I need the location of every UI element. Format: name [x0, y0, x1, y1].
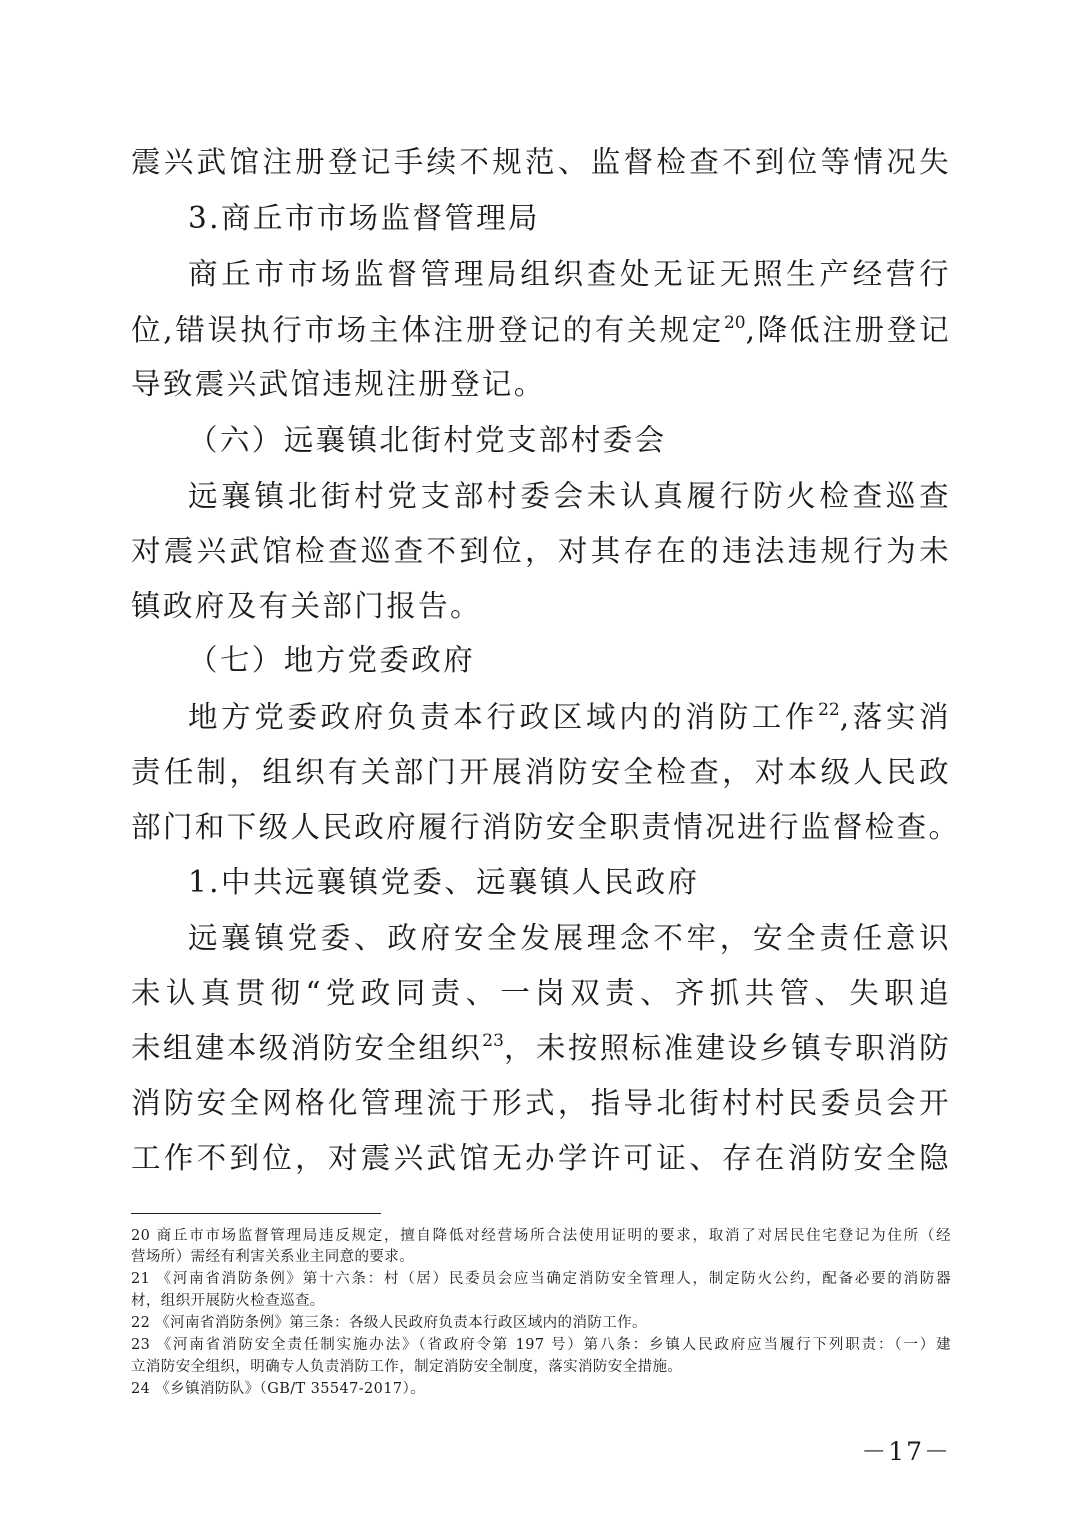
text-run: 未组建本级消防安全组织: [131, 1031, 483, 1065]
footnote-22: 22 《河南省消防条例》第三条：各级人民政府负责本行政区域内的消防工作。: [131, 1315, 647, 1331]
body-line: [131, 310, 951, 350]
body-line: 对震兴武馆检查巡查不到位，对其存在的违法违规行为未: [131, 534, 951, 568]
footnote-20-cont: 营场所）需经有利害关系业主同意的要求。: [131, 1249, 415, 1265]
body-line: [188, 697, 951, 737]
body-line: 导致震兴武馆违规注册登记。: [131, 367, 546, 401]
section-heading: 1.中共远襄镇党委、远襄镇人民政府: [188, 865, 700, 899]
footnote-21: 21 《河南省消防条例》第十六条：村（居）民委员会应当确定消防安全管理人，制定防火公约，配备必要的消防器: [131, 1271, 951, 1287]
body-line: 部门和下级人民政府履行消防安全职责情况进行监督检查。: [131, 810, 961, 844]
text-run: ,落实消: [839, 700, 951, 734]
text-run: 远襄镇北街村党支部村委会未认真履行防火检查巡查: [188, 479, 951, 513]
body-line: 商丘市市场监督管理局组织查处无证无照生产经营行: [188, 257, 951, 291]
body-line: [188, 476, 951, 516]
text-run: 地方党委政府负责本行政区域内的消防工作: [188, 700, 819, 734]
footnote-24: 24 《乡镇消防队》（GB/T 35547-2017）。: [131, 1381, 426, 1397]
section-heading: （七）地方党委政府: [188, 643, 476, 677]
footnote-separator: [131, 1213, 381, 1214]
section-heading: 3.商丘市市场监督管理局: [188, 201, 540, 235]
body-line: 震兴武馆注册登记手续不规范、监督检查不到位等情况失: [131, 145, 951, 179]
body-line: 未认真贯彻“党政同责、一岗双责、齐抓共管、失职追: [131, 976, 951, 1010]
footnote-23-cont: 立消防安全组织，明确专人负责消防工作，制定消防安全制度，落实消防安全措施。: [131, 1359, 683, 1375]
body-line: 责任制，组织有关部门开展消防安全检查，对本级人民政: [131, 755, 951, 789]
body-line: 工作不到位，对震兴武馆无办学许可证、存在消防安全隐: [131, 1141, 951, 1175]
text-run: ,降低注册登记: [745, 313, 951, 347]
text-run: 位,错误执行市场主体注册登记的有关规定: [131, 313, 724, 347]
page-number: －17－: [861, 1437, 951, 1466]
footnote-20: 20 商丘市市场监督管理局违反规定，擅自降低对经营场所合法使用证明的要求，取消了对居民住宅登记为住所（经: [131, 1228, 951, 1244]
body-line: 消防安全网格化管理流于形式，指导北街村村民委员会开: [131, 1086, 951, 1120]
text-run: ，未按照标准建设乡镇专职消防: [503, 1031, 951, 1065]
footnote-21-cont: 材，组织开展防火检查巡查。: [131, 1293, 325, 1309]
footnote-ref-22[interactable]: 22: [818, 700, 840, 720]
body-line: 远襄镇党委、政府安全发展理念不牢，安全责任意识: [188, 921, 951, 955]
body-line: [131, 1028, 951, 1068]
footnote-23: 23 《河南省消防安全责任制实施办法》（省政府令第 197 号）第八条：乡镇人民政府应当履行下列职责：（一）建: [131, 1337, 951, 1353]
section-heading: （六）远襄镇北街村党支部村委会: [188, 423, 667, 457]
footnote-ref-20[interactable]: 20: [723, 313, 746, 333]
footnote-ref-23[interactable]: 23: [482, 1031, 504, 1051]
body-line: 镇政府及有关部门报告。: [131, 589, 482, 623]
